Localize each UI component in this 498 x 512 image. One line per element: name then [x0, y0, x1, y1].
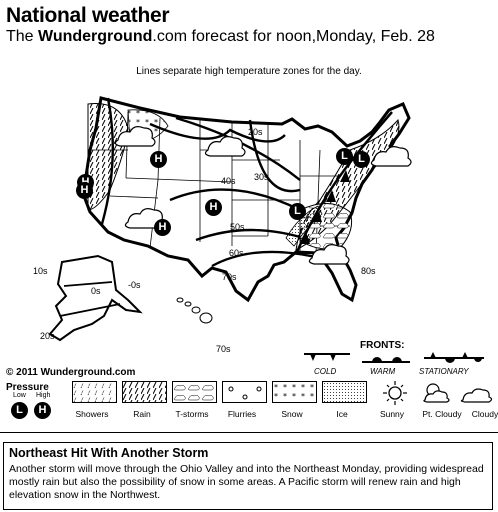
page-subtitle — [6, 28, 435, 46]
section-divider — [0, 432, 498, 433]
tstorms-icon — [172, 381, 217, 403]
temperature-label: 70s — [216, 344, 231, 354]
legend-label: T-storms — [175, 409, 209, 419]
warm-front-icon — [362, 357, 410, 362]
legend-label: Sunny — [379, 409, 405, 419]
low-pressure-center: L — [336, 148, 353, 165]
temperature-label: 20s — [248, 127, 263, 137]
showers-icon — [72, 381, 117, 403]
us-weather-map — [0, 80, 498, 370]
temperature-label: 10s — [33, 266, 48, 276]
temperature-label: 0s — [91, 286, 101, 296]
subtitle-brand: Wunderground — [38, 28, 153, 45]
high-pressure-center: H — [154, 219, 171, 236]
legend-label: Flurries — [227, 409, 257, 419]
legend-label: Snow — [281, 409, 303, 419]
ice-icon — [322, 381, 367, 403]
flurries-icon — [222, 381, 267, 403]
rain-icon — [122, 381, 167, 403]
temperature-label: 60s — [229, 248, 244, 258]
legend-label: Ice — [336, 409, 348, 419]
temperature-label: 50s — [230, 222, 245, 232]
pressure-low-label: Low — [13, 392, 26, 399]
partly-cloudy-icon — [424, 384, 449, 402]
high-pressure-center: H — [205, 199, 222, 216]
front-label-warm: WARM — [370, 367, 396, 376]
fronts-symbols — [300, 350, 490, 366]
copyright: © 2011 Wunderground.com — [6, 367, 136, 378]
high-pressure-center: H — [150, 151, 167, 168]
low-pressure-center: L — [353, 151, 370, 168]
stationary-front-icon — [424, 352, 484, 363]
alaska-outline — [50, 256, 140, 340]
low-pressure-icon: L — [11, 402, 28, 419]
front-label-stationary: STATIONARY — [419, 367, 469, 376]
temperature-label: 80s — [361, 266, 376, 276]
legend-label: Rain — [133, 409, 151, 419]
page-title: National weather — [6, 4, 170, 27]
snow-icon — [272, 381, 317, 403]
legend-label: Pt. Cloudy — [422, 409, 462, 419]
map-note: Lines separate high temperature zones for the day. — [136, 66, 362, 77]
pressure-high-label: High — [36, 392, 51, 399]
temperature-label: 30s — [254, 172, 269, 182]
story-body: Another storm will move through the Ohio Valley and into the Northeast Monday, providing widespread mostly rain but also the possibility of snow in some areas. A Pacific storm will renew rain and high elevation snow in the Northwest. — [9, 463, 484, 501]
subtitle-prefix: The — [6, 28, 39, 45]
high-pressure-icon: H — [34, 402, 51, 419]
low-pressure-center: L — [289, 203, 306, 220]
subtitle-suffix: .com forecast for noon,Monday, Feb. 28 — [152, 28, 435, 45]
legend-label: Cloudy — [471, 409, 498, 419]
high-pressure-center: H — [76, 182, 93, 199]
cold-front-icon — [304, 354, 350, 361]
fronts-title: FRONTS: — [360, 340, 405, 351]
front-label-cold: COLD — [314, 367, 337, 376]
sky-icons — [375, 378, 495, 406]
pressure-title: Pressure — [6, 382, 49, 393]
temperature-label: 40s — [221, 176, 236, 186]
hawaii-islands — [177, 298, 212, 323]
legend-label: Showers — [75, 409, 109, 419]
temperature-label: 20s — [40, 331, 55, 341]
temperature-label: 70s — [222, 272, 237, 282]
cloudy-icon — [461, 389, 491, 402]
temperature-label: -0s — [128, 280, 141, 290]
story-headline: Northeast Hit With Another Storm — [9, 446, 209, 460]
sunny-icon — [383, 381, 407, 405]
